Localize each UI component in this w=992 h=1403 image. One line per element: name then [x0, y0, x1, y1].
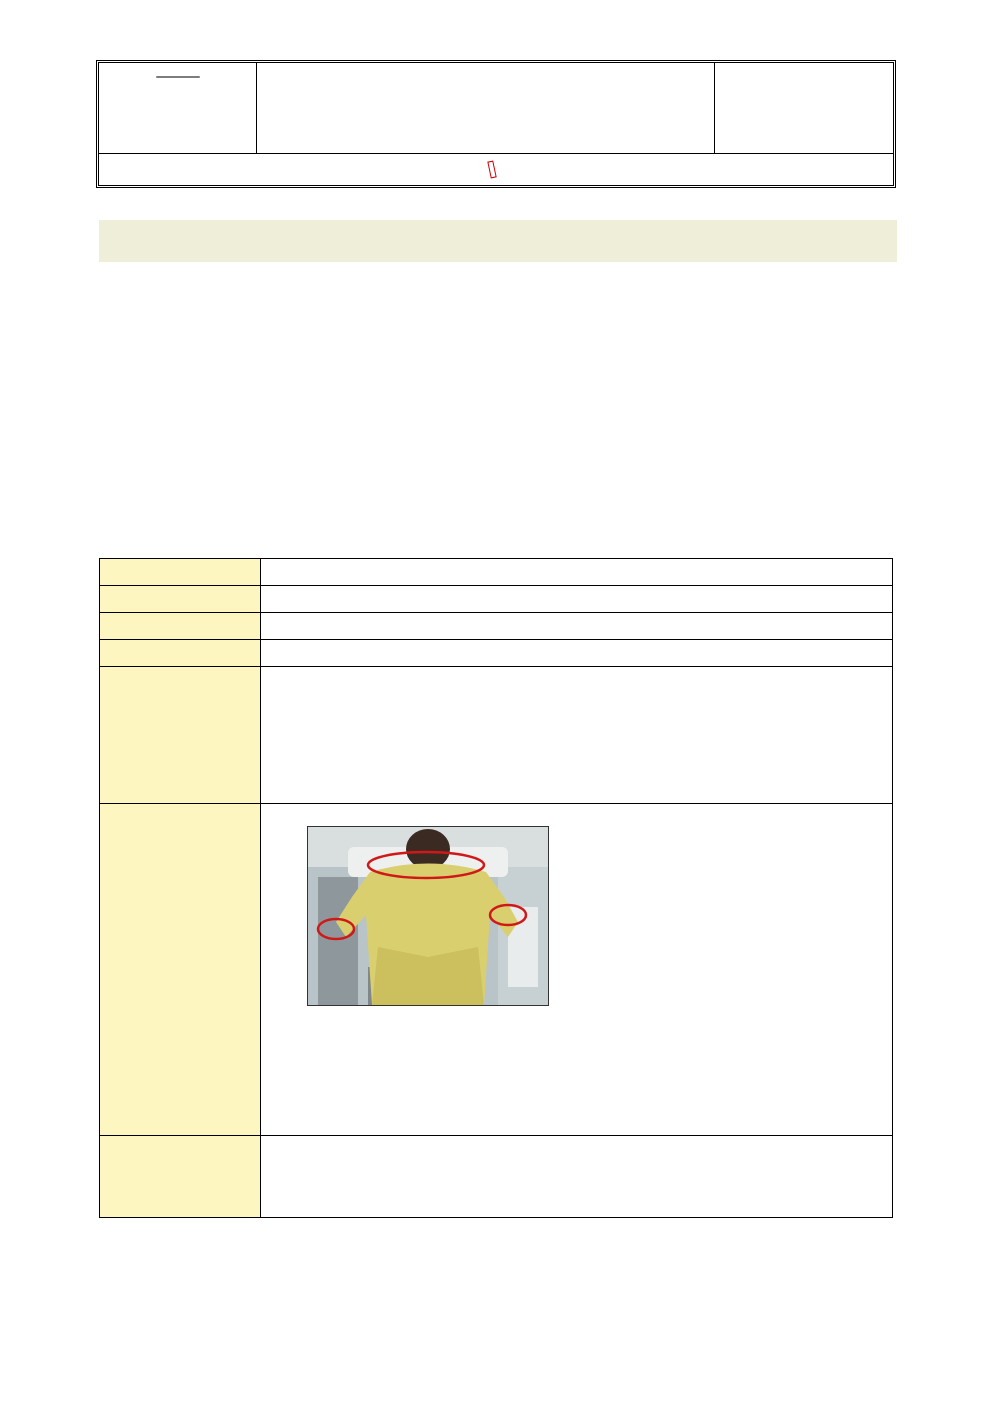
table-row [100, 586, 893, 613]
table-row [100, 804, 893, 1136]
motto-badge [156, 76, 200, 78]
newsletter-header [96, 60, 896, 188]
office-contact [715, 63, 893, 153]
method-label [100, 640, 261, 667]
prep-label [100, 667, 261, 804]
contact-value [261, 804, 893, 1136]
date-value [261, 586, 893, 613]
xray-posture-photo [307, 826, 549, 1006]
prep-value [261, 667, 893, 804]
place-value [261, 613, 893, 640]
place-label [100, 613, 261, 640]
newsletter-title-cell [257, 63, 715, 153]
title-color-bar-bottom [99, 262, 897, 270]
contact-label [100, 804, 261, 1136]
target-value [261, 559, 893, 586]
notice-title [99, 220, 897, 262]
innovation-school-badge [487, 161, 496, 179]
result-value [261, 1136, 893, 1218]
school-slogan [99, 153, 893, 185]
exam-info-table [99, 558, 893, 1218]
result-label [100, 1136, 261, 1218]
date-label [100, 586, 261, 613]
table-row [100, 640, 893, 667]
school-motto [99, 63, 257, 153]
table-row [100, 667, 893, 804]
table-row [100, 559, 893, 586]
title-color-bar-top [99, 212, 897, 220]
table-row [100, 1136, 893, 1218]
target-label [100, 559, 261, 586]
table-row [100, 613, 893, 640]
method-value [261, 640, 893, 667]
